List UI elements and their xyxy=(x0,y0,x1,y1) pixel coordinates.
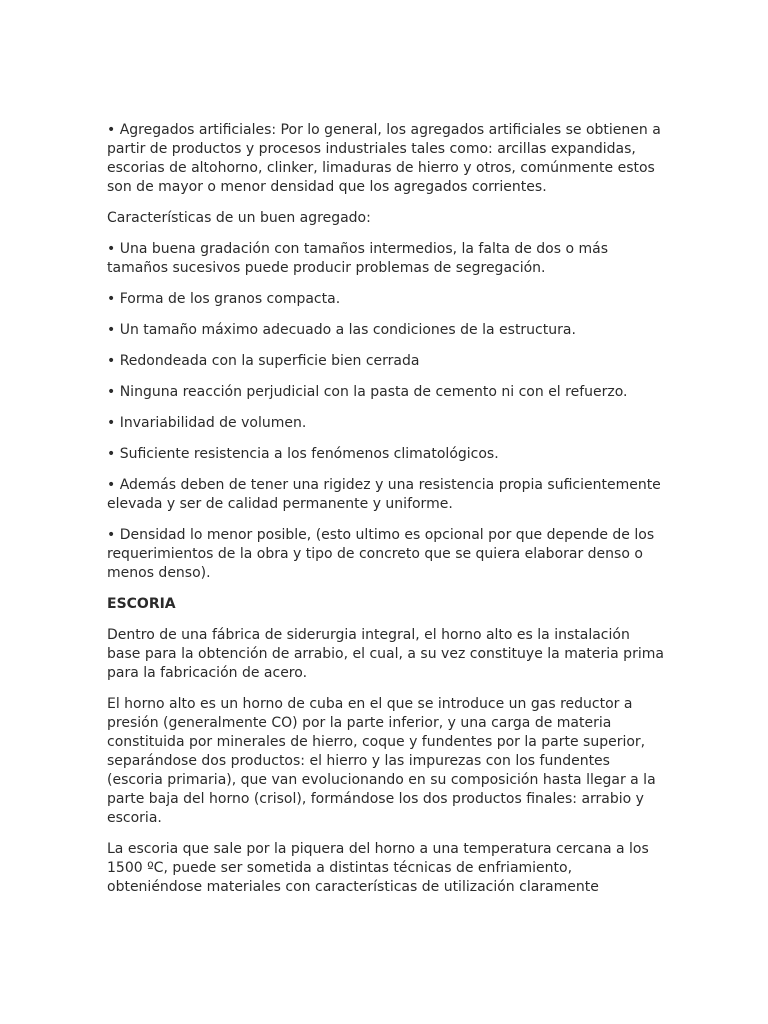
section-heading-escoria: ESCORIA xyxy=(107,596,176,612)
bullet-gradacion: • Una buena gradación con tamaños intermedios, la falta de dos o más tamaños sucesivos puede producir problemas de segregación. xyxy=(107,241,609,276)
bullet-rigidez: • Además deben de tener una rigidez y una resistencia propia suficientemente elevada y ser de calidad permanente y uniforme. xyxy=(107,477,661,512)
paragraph-caracteristicas-intro: Características de un buen agregado: xyxy=(107,210,371,226)
bullet-invariabilidad: • Invariabilidad de volumen. xyxy=(107,415,307,431)
bullet-forma-granos: • Forma de los granos compacta. xyxy=(107,291,341,307)
paragraph-escoria-intro: Dentro de una fábrica de siderurgia integral, el horno alto es la instalación base para la obtención de arrabio, el cual, a su vez constituye la materia prima para la fabricación de acero. xyxy=(107,627,664,681)
bullet-tamano-maximo: • Un tamaño máximo adecuado a las condiciones de la estructura. xyxy=(107,322,576,338)
bullet-densidad: • Densidad lo menor posible, (esto ultimo es opcional por que depende de los requerimientos de la obra y tipo de concreto que se quiera elaborar denso o menos denso). xyxy=(107,527,655,581)
paragraph-agregados-artificiales: • Agregados artificiales: Por lo general, los agregados artificiales se obtienen a partir de productos y procesos industriales tales como: arcillas expandidas, escorias de altohorno, clinker, limaduras de hierro y otros, comúnmente estos son de mayor o menor densidad que los agregados corrientes. xyxy=(107,122,661,195)
paragraph-horno-alto: El horno alto es un horno de cuba en el que se introduce un gas reductor a presión (generalmente CO) por la parte inferior, y una carga de materia constituida por minerales de hierro, coque y fundentes por la parte superior, separándose dos productos: el hierro y las impurezas con los fundentes (escoria primaria), que van evolucionando en su composición hasta llegar a la parte baja del horno (crisol), formándose los dos productos finales: arrabio y escoria. xyxy=(107,696,656,826)
paragraph-escoria-enfriamiento: La escoria que sale por la piquera del horno a una temperatura cercana a los 1500 ºC, puede ser sometida a distintas técnicas de enfriamiento, obteniéndose materiales con características de utilización claramente xyxy=(107,841,649,895)
bullet-resistencia: • Suficiente resistencia a los fenómenos climatológicos. xyxy=(107,446,499,462)
document-page xyxy=(107,121,667,909)
bullet-ninguna-reaccion: • Ninguna reacción perjudicial con la pasta de cemento ni con el refuerzo. xyxy=(107,384,628,400)
bullet-redondeada: • Redondeada con la superficie bien cerrada xyxy=(107,353,420,369)
